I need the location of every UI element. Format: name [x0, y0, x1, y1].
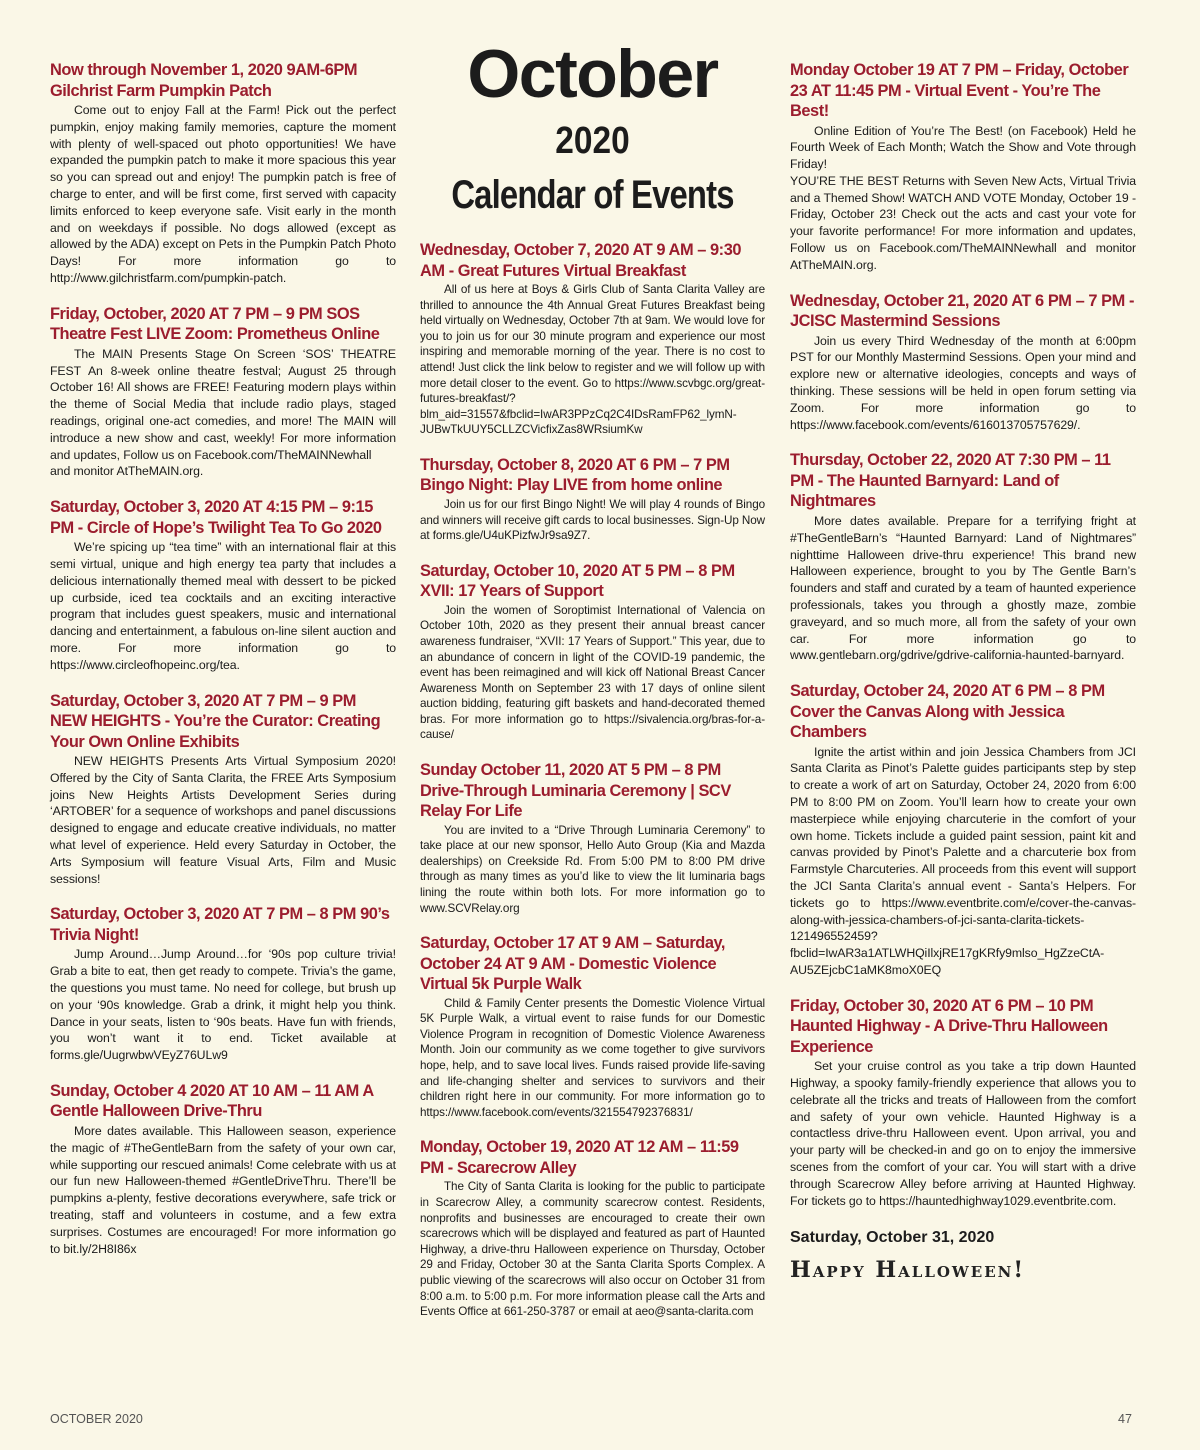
event [420, 933, 765, 1120]
event [790, 681, 1136, 979]
event [50, 904, 396, 1064]
column-left [50, 60, 396, 1274]
calendar-heading [420, 32, 765, 224]
page-subtitle: Calendar of Events [451, 173, 734, 217]
event [50, 691, 396, 888]
event-title: Wednesday, October 21, 2020 AT 6 PM – 7 PM - JCISC Mastermind Sessions [790, 291, 1134, 331]
event-title: Friday, October 30, 2020 AT 6 PM – 10 PM Haunted Highway - A Drive-Thru Halloween Experience [790, 996, 1108, 1056]
event-description: Ignite the artist within and join Jessica Chambers from JCI Santa Clarita as Pinot’s Palette guides participants step by step to create a work of art on Saturday, October 24, 2020 from 6:00 PM to 8:00 PM on Zoom. You’ll learn how to create your own masterpiece while enjoying charcuterie in the comfort of your own home. Tickets include a guided paint session, paint kit and canvas provided by Pinot’s Palette and a charcuterie box from Farmstyle Charcuteries. All proceeds from this event will support the JCI Santa Clarita’s annual event - Santa’s Helpers. For tickets go to https://www.eventbrite.com/e/cover-the-canvas-along-with-jessica-chambers-of-jci-santa-clarita-tickets-121496552459?fbclid=IwAR3a1ATLWHQiIlxjRE17gKRfy9mlso_HgZzeCtA-AU5ZEjcbC1aMK8moX0EQ [790, 744, 1136, 977]
event-description: You are invited to a “Drive Through Luminaria Ceremony” to take place at our new sponsor, Hello Auto Group (Kia and Mazda dealerships) on Creekside Rd. From 5:00 PM to 8:00 PM drive through as many times as you’d like to view the lit luminaria bags lining the route within both lots. For more information go to www.SCVRelay.org [420, 823, 765, 915]
event-description: Jump Around…Jump Around…for ‘90s pop culture trivia! Grab a bite to eat, then get ready to compete. Trivia’s the game, the questions you must tame. No need for college, but brush up on your ‘90s knowledge. Grab a drink, it might help you think. Dance in your seats, listen to ‘90s beats. Have fun with friends, you won’t want it to end. Ticket available at forms.gle/UugrwbwVEyZ76ULw9 [50, 947, 396, 1063]
event-title: Saturday, October 10, 2020 AT 5 PM – 8 PM XVII: 17 Years of Support [420, 561, 735, 601]
event [790, 450, 1136, 664]
page-year: 2020 [555, 120, 630, 162]
event-description: NEW HEIGHTS Presents Arts Virtual Symposium 2020! Offered by the City of Santa Clarita, the FREE Arts Symposium joins New Heights Artists Development Series during ‘ARTOBER’ for a sequence of workshops and panel discussions designed to engage and educate creative individuals, no matter what level of experience. Held every Saturday in October, the Arts Symposium will feature Visual Arts, Film and Music sessions! [50, 754, 396, 886]
event [790, 60, 1136, 274]
event [420, 240, 765, 438]
event-description: Join us for our first Bingo Night! We will play 4 rounds of Bingo and winners will receive gift cards to local businesses. Sign-Up Now at forms.gle/U4uKPizfwJr9sa9Z7. [420, 497, 765, 543]
event-description: All of us here at Boys & Girls Club of Santa Clarita Valley are thrilled to announce the 4th Annual Great Futures Breakfast being held virtually on Wednesday, October 7th at 9am. We would love for you to join us for our 30 minute program and experience our most inspiring and memorable morning of the year. There is no cost to attend! Just click the link below to register and we will follow up with more detail closer to the event. Go to https://www.scvbgc.org/great-futures-breakfast/?blm_aid=31557&fbclid=IwAR3PPzCq2C4IDsRamFP62_lymN-JUBwTkUUY5CLLZCVicfixZas8WRsiumKw [420, 283, 765, 437]
event-description: Join us every Third Wednesday of the month at 6:00pm PST for our Monthly Mastermind Sessions. Open your mind and explore new or alternative ideologies, concepts and ways of thinking. These sessions will be held in open forum setting via Zoom. For more information go to https://www.facebook.com/events/616013705757629/. [790, 333, 1136, 432]
event-description: More dates available. Prepare for a terrifying fright at #TheGentleBarn’s “Haunted Barnyard: Land of Nightmares” nighttime Halloween drive-thru experience! This brand new Halloween experience, brought to you by The Gentle Barn’s founders and staff and curated by a team of haunted experience professionals, takes you through a ghostly maze, zombie graveyard, and so much more, all from the safety of your own car. For more information go to www.gentlebarn.org/gdrive/gdrive-california-haunted-barnyard. [790, 513, 1136, 663]
event-description: The City of Santa Clarita is looking for the public to participate in Scarecrow Alley, a community scarecrow contest. Residents, nonprofits and businesses are encouraged to create their own scarecrows which will be displayed and featured as part of Haunted Highway, a drive-thru Halloween experience on Thursday, October 29 and Friday, October 30 at the Santa Clarita Sports Complex. A public viewing of the scarecrows will also occur on October 31 from 8:00 a.m. to 5:00 p.m. For more information please call the Arts and Events Office at 661-250-3787 or email at aeo@santa-clarita.com [420, 1180, 765, 1319]
event-description: Join the women of Soroptimist International of Valencia on October 10th, 2020 as they present their annual breast cancer awareness fundraiser, “XVII: 17 Years of Support.” This year, due to an abundance of concern in light of the COVID-19 pandemic, the event has been reimagined and will kick off National Breast Cancer Awareness Month on September 23 with 17 days of online silent auction bidding, featuring gift baskets and hand-decorated themed bras. For more information go to https://sivalencia.org/bras-for-a-cause/ [420, 603, 765, 742]
event-title: Wednesday, October 7, 2020 AT 9 AM – 9:30 AM - Great Futures Virtual Breakfast [420, 241, 742, 280]
event [420, 455, 765, 544]
event-description: Come out to enjoy Fall at the Farm! Pick out the perfect pumpkin, enjoy making family memories, capture the moment with plenty of well-spaced out photo opportunities! We have expanded the pumpkin patch to make it more spacious this year so you can spread out and enjoy! The pumpkin patch is free of charge to enter, and will be first come, first served with capacity limits enforced to keep everyone safe. Visit early in the month and on weekdays if possible. No dogs allowed (except as allowed by the ADA) except on Pets in the Pumpkin Patch Photo Days! For more information go to http://www.gilchristfarm.com/pumpkin-patch. [50, 103, 396, 285]
page-title: October [467, 36, 718, 112]
event-title: Thursday, October 22, 2020 AT 7:30 PM – 11 PM - The Haunted Barnyard: Land of Nightmares [790, 451, 1111, 511]
event-title: Saturday, October 3, 2020 AT 7 PM – 8 PM 90’s Trivia Night! [50, 905, 390, 944]
event-title: Saturday, October 17 AT 9 AM – Saturday, October 24 AT 9 AM - Domestic Violence Virtual 5k Purple Walk [420, 934, 726, 994]
event [50, 304, 396, 480]
event [50, 60, 396, 287]
event-description: We’re spicing up “tea time” with an international flair at this semi virtual, unique and high energy tea party that includes a delicious internationally themed meal with dessert to be picked up curbside, iced tea cocktails and an exciting interactive program that includes guest speakers, music and international dancing and entertainment, a fabulous on-line silent auction and more. For more information go to https://www.circleofhopeinc.org/tea. [50, 540, 396, 672]
happy-halloween-banner: Happy Halloween! [790, 1257, 1026, 1284]
event-title: Monday October 19 AT 7 PM – Friday, October 23 AT 11:45 PM - Virtual Event - You’re The Best! [790, 61, 1129, 120]
event-title: Saturday, October 24, 2020 AT 6 PM – 8 PM Cover the Canvas Along with Jessica Chambers [790, 682, 1105, 742]
event [420, 1137, 765, 1319]
column-right [790, 60, 1136, 1283]
event-description: Online Edition of You’re The Best! (on Facebook) Held he Fourth Week of Each Month; Watch the Show and Vote through Friday! YOU’RE THE BEST Returns with Seven New Acts, Virtual Trivia and a Themed Show! WATCH AND VOTE Monday, October 19 - Friday, October 23! Check out the acts and cast your vote for your favorite performance! For more information and updates, Follow us on Facebook.com/TheMAINNewhall and monitor AtTheMAIN.org. [790, 123, 1136, 272]
event-description: Child & Family Center presents the Domestic Violence Virtual 5K Purple Walk, a virtual event to raise funds for our Domestic Violence Program in recognition of Domestic Violence Awareness Month. Join our community as we come together to give survivors hope, help, and to save local lives. Funds raised provide life-saving and life-changing shelter and services to survivors and their children right here in our community. For more information go to https://www.facebook.com/events/321554792376831/ [420, 996, 765, 1119]
footer-issue: OCTOBER 2020 [50, 1412, 143, 1426]
event-title: Sunday, October 4 2020 AT 10 AM – 11 AM A Gentle Halloween Drive-Thru [50, 1081, 374, 1121]
column-middle [420, 36, 765, 1337]
event-description: The MAIN Presents Stage On Screen ‘SOS’ THEATRE FEST An 8-week online theatre festval; August 25 through October 16! All shows are FREE! Featuring modern plays within the theme of Social Media that include radio plays, staged readings, original one-act comedies, and more! The MAIN will introduce a new show and cast, weekly! For more information and updates, Follow us on Facebook.com/TheMAINNewhall and monitor AtTheMAIN.org. [50, 346, 396, 479]
halloween-date: Saturday, October 31, 2020 [790, 1229, 995, 1247]
event-title: Thursday, October 8, 2020 AT 6 PM – 7 PM Bingo Night: Play LIVE from home online [420, 455, 730, 495]
event [420, 760, 765, 916]
event [420, 561, 765, 743]
event-title: Monday, October 19, 2020 AT 12 AM – 11:59 PM - Scarecrow Alley [420, 1138, 739, 1177]
event [790, 996, 1136, 1210]
event-title: Saturday, October 3, 2020 AT 4:15 PM – 9:15 PM - Circle of Hope’s Twilight Tea To Go 2020 [50, 498, 382, 537]
event-title: Sunday October 11, 2020 AT 5 PM – 8 PM Drive-Through Luminaria Ceremony | SCV Relay For Life [420, 761, 731, 821]
event [50, 1081, 396, 1257]
event-title: Saturday, October 3, 2020 AT 7 PM – 9 PM NEW HEIGHTS - You’re the Curator: Creating Your Own Online Exhibits [50, 691, 381, 751]
event [50, 497, 396, 673]
event-description: Set your cruise control as you take a trip down Haunted Highway, a spooky family-friendly experience that allows you to celebrate all the tricks and treats of Halloween from the comfort and safety of your own vehicle. Haunted Highway is a contactless drive-thru Halloween event. Upon arrival, you and your party will be checked-in and go on to enjoy the immersive scenes from the comfort of your car. You will start with a drive through Scarecrow Alley before arriving at Haunted Highway. For tickets go to https://hauntedhighway1029.eventbrite.com. [790, 1059, 1136, 1208]
page-number: 47 [1118, 1412, 1132, 1426]
event [790, 291, 1136, 434]
event-description: More dates available. This Halloween season, experience the magic of #TheGentleBarn from the safety of your own car, while supporting our rescued animals! Come celebrate with us at our fun new Halloween-themed #GentleDriveThru. There’ll be pumpkins a-plenty, festive decorations everywhere, safe trick or treating, staff and volunteers in costume, and a few extra surprises. Costumes are encouraged! For more information go to bit.ly/2H8I86x [50, 1123, 396, 1256]
event-title: Friday, October, 2020 AT 7 PM – 9 PM SOS Theatre Fest LIVE Zoom: Prometheus Online [50, 304, 380, 344]
event-title: Now through November 1, 2020 9AM-6PM Gilchrist Farm Pumpkin Patch [50, 61, 358, 100]
